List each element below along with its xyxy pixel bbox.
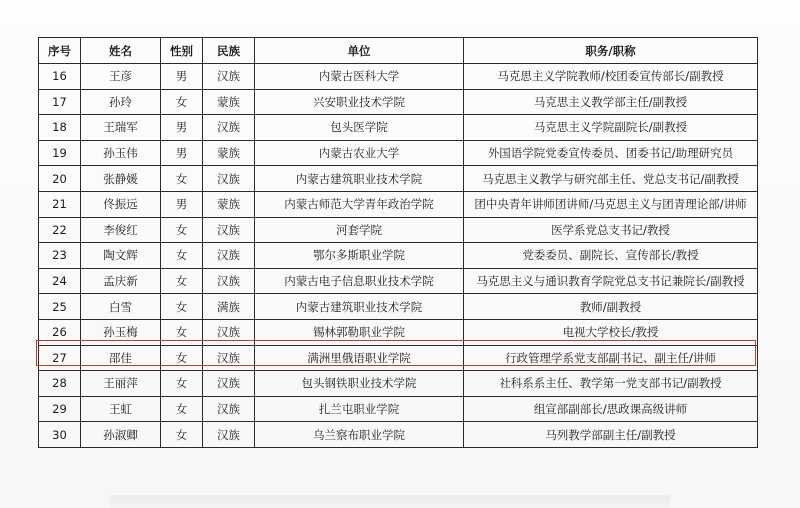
cell-ethnicity: 蒙族 [203,140,255,166]
table-row [39,371,758,397]
cell-name: 王丽萍 [81,371,161,397]
header-name: 姓名 [81,38,161,64]
cell-name: 李俊红 [81,217,161,243]
cell-name: 孙玲 [81,89,161,115]
cell-unit: 内蒙古电子信息职业技术学院 [255,268,464,294]
cell-ethnicity: 汉族 [203,371,255,397]
cell-unit: 鄂尔多斯职业学院 [255,243,464,269]
cell-gender: 女 [161,345,203,371]
cell-title: 马克思主义教学与研究部主任、党总支书记/副教授 [464,166,758,192]
cell-unit: 锡林郭勒职业学院 [255,319,464,345]
cell-name: 王瑞军 [81,115,161,141]
cell-name: 佟振远 [81,191,161,217]
cell-gender: 女 [161,422,203,448]
table-row [39,166,758,192]
cell-ethnicity: 蒙族 [203,191,255,217]
cell-gender: 男 [161,64,203,90]
table-row [39,64,758,90]
table-row [39,345,758,371]
cell-unit: 内蒙古师范大学青年政治学院 [255,191,464,217]
table-row [39,217,758,243]
cell-title: 教师/副教授 [464,294,758,320]
cell-ethnicity: 汉族 [203,217,255,243]
cell-seq: 28 [39,371,81,397]
cell-title: 组宣部副部长/思政课高级讲师 [464,396,758,422]
cell-seq: 30 [39,422,81,448]
cell-seq: 21 [39,191,81,217]
cell-gender: 女 [161,294,203,320]
table-row [39,89,758,115]
cell-name: 张静媛 [81,166,161,192]
cell-seq: 26 [39,319,81,345]
cell-name: 孙玉梅 [81,319,161,345]
cell-ethnicity: 汉族 [203,115,255,141]
cell-unit: 扎兰屯职业学院 [255,396,464,422]
cell-seq: 27 [39,345,81,371]
cell-gender: 女 [161,371,203,397]
cell-gender: 女 [161,396,203,422]
table-row [39,422,758,448]
cell-seq: 25 [39,294,81,320]
cell-unit: 内蒙古农业大学 [255,140,464,166]
table-body [39,64,758,448]
cell-title: 马克思主义与通识教育学院党总支书记兼院长/副教授 [464,268,758,294]
cell-unit: 兴安职业技术学院 [255,89,464,115]
cell-seq: 19 [39,140,81,166]
cell-ethnicity: 蒙族 [203,89,255,115]
cell-name: 孙淑卿 [81,422,161,448]
table-row [39,115,758,141]
cell-unit: 包头钢铁职业技术学院 [255,371,464,397]
cell-seq: 29 [39,396,81,422]
cell-unit: 包头医学院 [255,115,464,141]
cell-ethnicity: 汉族 [203,243,255,269]
cell-gender: 男 [161,115,203,141]
cell-unit: 乌兰察布职业学院 [255,422,464,448]
cell-ethnicity: 汉族 [203,64,255,90]
cell-seq: 23 [39,243,81,269]
cell-title: 团中央青年讲师团讲师/马克思主义与团青理论部/讲师 [464,191,758,217]
personnel-table [38,37,758,448]
cell-unit: 内蒙古建筑职业技术学院 [255,166,464,192]
cell-title: 医学系党总支书记/教授 [464,217,758,243]
cell-seq: 16 [39,64,81,90]
cell-ethnicity: 满族 [203,294,255,320]
cell-name: 陶文辉 [81,243,161,269]
header-title: 职务/职称 [464,38,758,64]
bleed-through-text [110,495,670,508]
cell-unit: 内蒙古医科大学 [255,64,464,90]
table-row [39,396,758,422]
table-row [39,268,758,294]
cell-unit: 河套学院 [255,217,464,243]
table-row [39,140,758,166]
cell-name: 邵佳 [81,345,161,371]
cell-gender: 女 [161,243,203,269]
cell-gender: 女 [161,217,203,243]
cell-title: 党委委员、副院长、宣传部长/教授 [464,243,758,269]
cell-unit: 内蒙古建筑职业技术学院 [255,294,464,320]
table-header-row [39,38,758,64]
cell-gender: 男 [161,191,203,217]
cell-name: 王彦 [81,64,161,90]
cell-title: 马克思主义教学部主任/副教授 [464,89,758,115]
cell-seq: 17 [39,89,81,115]
cell-unit: 满洲里俄语职业学院 [255,345,464,371]
cell-name: 王虹 [81,396,161,422]
cell-ethnicity: 汉族 [203,319,255,345]
table-row [39,191,758,217]
cell-ethnicity: 汉族 [203,268,255,294]
cell-title: 马列教学部副主任/副教授 [464,422,758,448]
cell-title: 行政管理学系党支部副书记、副主任/讲师 [464,345,758,371]
header-unit: 单位 [255,38,464,64]
cell-title: 外国语学院党委宣传委员、团委书记/助理研究员 [464,140,758,166]
cell-gender: 女 [161,319,203,345]
header-ethnicity: 民族 [203,38,255,64]
cell-title: 马克思主义学院副院长/副教授 [464,115,758,141]
cell-title: 电视大学校长/教授 [464,319,758,345]
cell-title: 社科系系主任、教学第一党支部书记/副教授 [464,371,758,397]
table-row [39,243,758,269]
header-seq: 序号 [39,38,81,64]
cell-ethnicity: 汉族 [203,166,255,192]
cell-seq: 20 [39,166,81,192]
table-row [39,319,758,345]
cell-ethnicity: 汉族 [203,396,255,422]
cell-seq: 18 [39,115,81,141]
cell-seq: 22 [39,217,81,243]
cell-gender: 女 [161,89,203,115]
cell-gender: 男 [161,140,203,166]
cell-ethnicity: 汉族 [203,345,255,371]
cell-gender: 女 [161,166,203,192]
cell-title: 马克思主义学院教师/校团委宣传部长/副教授 [464,64,758,90]
table-row [39,294,758,320]
cell-ethnicity: 汉族 [203,422,255,448]
cell-name: 白雪 [81,294,161,320]
cell-name: 孟庆新 [81,268,161,294]
cell-seq: 24 [39,268,81,294]
header-gender: 性别 [161,38,203,64]
cell-name: 孙玉伟 [81,140,161,166]
cell-gender: 女 [161,268,203,294]
